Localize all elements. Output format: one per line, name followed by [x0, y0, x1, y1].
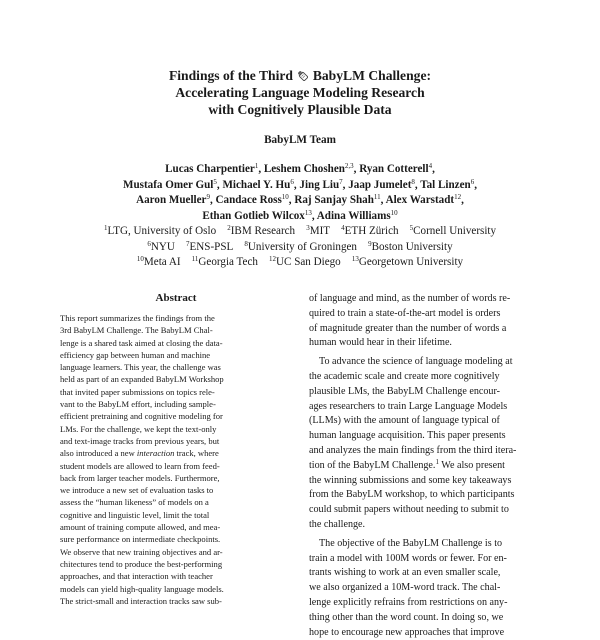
- body-line: lenge explicitly refrains from restrictions on any-: [309, 596, 508, 608]
- author-name: Leshem Choshen: [263, 163, 345, 175]
- affiliation-name: University of Groningen: [247, 240, 357, 253]
- abstract-line: sure performance on intermediate checkpoints.: [60, 534, 221, 545]
- author-name: Michael Y. Hu: [222, 178, 291, 191]
- body-line: (LLMs) with the amount of language typical of: [309, 415, 500, 427]
- author-line: Lucas Charpentier$^1$, Leshem Choshen$^{2,3}$, Ryan Cotterell$^4$,: [165, 162, 435, 175]
- author-name: Lucas Charpentier: [165, 163, 255, 175]
- affiliation-mark: 8: [244, 239, 248, 248]
- affiliation-name: Boston University: [371, 240, 453, 253]
- affiliation-mark: 10: [136, 255, 144, 264]
- body-line: quired to train a state-of-the-art model is orders: [309, 307, 501, 319]
- abstract-line: lenge is a shared task aimed at closing the data-: [60, 337, 223, 348]
- author-affiliation-mark: 6: [290, 177, 294, 186]
- abstract-line: held as part of an expanded BabyLM Workshop: [60, 374, 224, 385]
- affiliation-name: UC San Diego: [276, 256, 341, 269]
- body-line: and analyzes the main findings from the third itera-: [309, 444, 517, 456]
- footnote-mark: 1: [435, 458, 439, 466]
- body-line: the challenge.: [309, 518, 366, 530]
- author-name: Ethan Gotlieb Wilcox: [202, 209, 305, 222]
- affiliation-list: [40, 224, 560, 271]
- author-line: Ethan Gotlieb Wilcox$^{13}$, Adina Williams$^{10}$: [202, 208, 398, 222]
- affiliation-mark: 5: [409, 224, 414, 232]
- author-affiliation-mark: 9: [206, 193, 210, 202]
- author-affiliation-mark: 1: [254, 162, 259, 170]
- body-line: could submit papers without needing to submit to: [309, 504, 509, 516]
- author-name: Jing Liu: [299, 178, 340, 191]
- affiliation-name: IBM Research: [230, 225, 296, 237]
- abstract-line: approaches, and that interaction with teacher: [60, 571, 213, 582]
- abstract-line: models can yield high-quality language models.: [60, 583, 224, 594]
- body-line: of magnitude greater than the number of words a: [309, 322, 507, 334]
- abstract-line: chitectures tend to produce the best-performing: [60, 558, 223, 569]
- baby-bottle-icon: [297, 70, 308, 81]
- title-line-1: Findings of the Third BabyLM Challenge:: [168, 68, 432, 83]
- affiliation-name: Georgia Tech: [198, 256, 258, 269]
- abstract-body: [60, 312, 292, 607]
- affiliation-mark: 13: [351, 255, 359, 264]
- abstract-line: This report summarizes the findings from the: [60, 313, 215, 323]
- abstract-line: cognitive and linguistic level, limit the total: [60, 509, 210, 520]
- abstract-line: LMs. For the challenge, we kept the text-only: [60, 423, 217, 434]
- title-line-2: Accelerating Language Modeling Research: [175, 85, 425, 100]
- affiliation-line: [40, 224, 560, 240]
- author-name: Mustafa Omer Gul: [123, 178, 214, 191]
- abstract-line: efficiency gap between human and machine: [60, 349, 211, 360]
- author-name: Raj Sanjay Shah: [294, 194, 374, 207]
- body-line: thing other than the word count. In doing so, we: [309, 611, 504, 623]
- affiliation-name: Cornell University: [413, 225, 497, 237]
- abstract-line: student models are allowed to learn from feed-: [60, 460, 220, 471]
- abstract-line: also introduced a new interaction track, where: [60, 448, 219, 459]
- affiliation-name: Meta AI: [143, 256, 181, 269]
- body-line: tion of the BabyLM Challenge.$^1$ We also present: [309, 458, 505, 471]
- author-affiliation-mark: 4: [428, 162, 433, 170]
- affiliation-mark: 11: [191, 255, 199, 264]
- body-line: hope to encourage new approaches that improve: [309, 626, 505, 638]
- affiliation-mark: 1: [103, 224, 108, 232]
- author-name: Adina Williams: [316, 209, 391, 222]
- abstract-line: 3rd BabyLM Challenge. The BabyLM Chal-: [60, 325, 213, 336]
- body-paragraph: [309, 537, 545, 640]
- author-name: Aaron Mueller: [136, 194, 207, 207]
- author-line: Mustafa Omer Gul$^5$, Michael Y. Hu$^6$, Jing Liu$^7$, Jaap Jumelet$^8$, Tal Linzen$^6$,: [123, 177, 477, 191]
- affiliation-mark: 7: [186, 239, 190, 248]
- abstract-line: vant to the BabyLM effort, including sample-: [60, 399, 216, 410]
- author-affiliation-mark: 6: [470, 177, 475, 186]
- abstract-line: back from larger teacher models. Furthermore,: [60, 472, 220, 483]
- affiliation-line: [40, 240, 560, 256]
- abstract-line: we introduce a new set of evaluation tasks to: [60, 485, 214, 496]
- author-affiliation-mark: 5: [213, 177, 217, 186]
- author-name: Alex Warstadt: [385, 194, 455, 207]
- affiliation-name: LTG, University of Oslo: [107, 225, 217, 237]
- affiliation-mark: 4: [341, 224, 345, 232]
- body-paragraph: [309, 355, 545, 533]
- body-line: the winning submissions and some key takeaways: [309, 474, 512, 486]
- body-line: The objective of the BabyLM Challenge is to: [319, 537, 503, 549]
- body-line: from the BabyLM workshop, to which participants: [309, 489, 515, 501]
- affiliation-name: ETH Zürich: [344, 225, 399, 237]
- author-affiliation-mark: 12: [454, 193, 462, 202]
- title-line-3: with Cognitively Plausible Data: [208, 102, 392, 117]
- author-affiliation-mark: 7: [339, 177, 343, 186]
- body-line: plausible LMs, the BabyLM Challenge encour-: [309, 385, 500, 397]
- affiliation-name: Georgetown University: [358, 256, 464, 269]
- author-affiliation-mark: 10: [390, 208, 398, 217]
- body-line: train a model with 100M words or fewer. For en-: [309, 552, 507, 564]
- affiliation-name: ENS-PSL: [189, 240, 234, 253]
- abstract-line: The strict-small and interaction tracks saw sub-: [60, 595, 222, 606]
- author-name: Tal Linzen: [420, 178, 471, 191]
- body-line: ages researchers to train Large Language Models: [309, 400, 508, 412]
- abstract-line: amount of training compute allowed, and mea-: [60, 522, 221, 533]
- affiliation-name: MIT: [309, 225, 331, 237]
- author-name: Candace Ross: [215, 194, 282, 207]
- author-name: Ryan Cotterell: [359, 163, 429, 175]
- abstract-line: We observe that new training objectives and ar-: [60, 546, 223, 557]
- author-affiliation-mark: 10: [281, 193, 289, 202]
- abstract-line: language learners. This year, the challenge was: [60, 362, 221, 373]
- team-name: BabyLM Team: [264, 134, 336, 146]
- author-list: [40, 162, 560, 224]
- body-line: human language acquisition. This paper presents: [309, 430, 506, 442]
- body-line: To advance the science of language modeling at: [319, 356, 513, 368]
- author-affiliation-mark: 13: [304, 208, 312, 217]
- author-affiliation-mark: 2,3: [344, 162, 354, 170]
- affiliation-mark: 3: [306, 224, 310, 232]
- author-line: Aaron Mueller$^9$, Candace Ross$^{10}$, Raj Sanjay Shah$^{11}$, Alex Warstadt$^{12}$,: [136, 193, 464, 207]
- abstract-line: efficient pretraining and cognitive modeling for: [60, 411, 223, 422]
- body-column-right: [309, 292, 545, 640]
- emphasis: interaction: [136, 448, 175, 459]
- body-line: human would hear in their lifetime.: [309, 337, 452, 349]
- author-affiliation-mark: 11: [373, 193, 381, 202]
- abstract-line: and text-image tracks from previous years, but: [60, 435, 220, 446]
- abstract-line: that invited paper submissions on topics rele-: [60, 386, 215, 397]
- abstract-heading: Abstract: [155, 292, 197, 304]
- affiliation-mark: 2: [227, 224, 231, 232]
- author-affiliation-mark: 8: [411, 177, 415, 186]
- author-name: Jaap Jumelet: [348, 178, 412, 191]
- affiliation-mark: 6: [147, 239, 151, 248]
- affiliation-mark: 12: [269, 255, 277, 264]
- body-line: we also organized a 10M-word track. The chal-: [309, 582, 501, 594]
- body-line: trants wishing to work at an even smaller scale,: [309, 567, 501, 579]
- paper-title: [60, 67, 540, 118]
- affiliation-mark: 9: [368, 239, 372, 248]
- abstract-line: assess the “human likeness” of models on a: [60, 497, 209, 508]
- body-line: the academic scale and create more cognitively: [309, 370, 500, 382]
- affiliation-name: NYU: [150, 240, 175, 253]
- body-paragraph: [309, 292, 545, 351]
- affiliation-line: [40, 255, 560, 271]
- body-line: of language and mind, as the number of words re-: [309, 293, 511, 304]
